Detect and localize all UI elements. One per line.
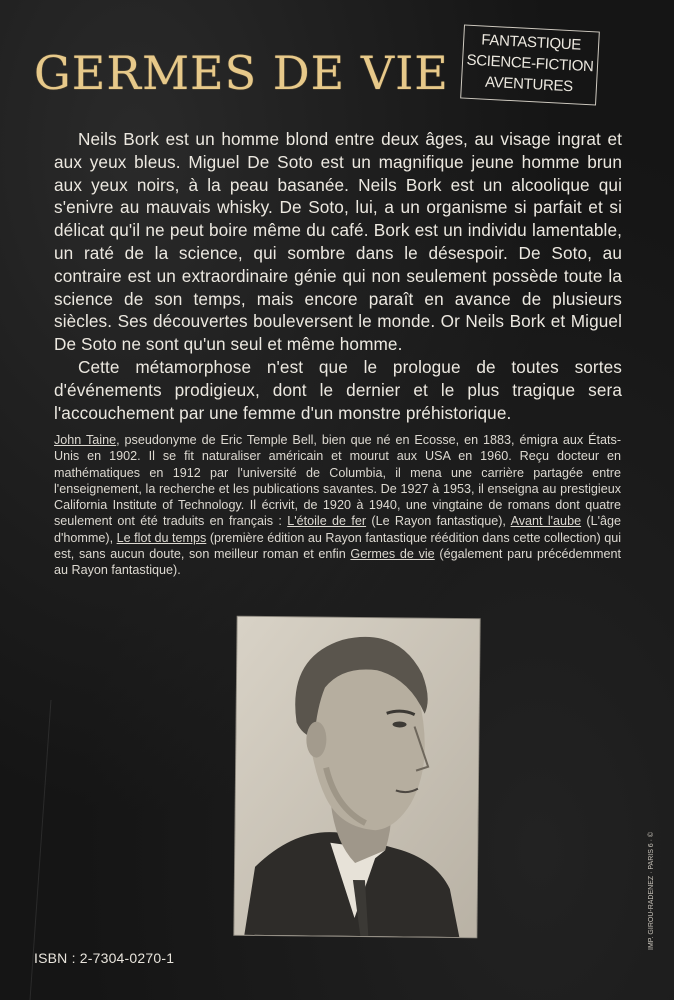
printer-imprint: IMP. GIROU-RADENEZ · PARIS 6 · © (648, 831, 655, 950)
isbn-label: ISBN : 2-7304-0270-1 (34, 950, 175, 966)
genre-label: AVENTURES (484, 73, 574, 96)
book-title-ref: Germes de vie (350, 547, 435, 562)
genre-label: FANTASTIQUE (480, 31, 582, 54)
author-portrait (234, 617, 479, 938)
bio-text: (Le Rayon fantastique), (366, 514, 511, 529)
book-title: GERMES DE VIE (34, 46, 449, 100)
book-title-ref: L'étoile de fer (287, 514, 367, 529)
bio-text: , pseudonyme de Eric Temple Bell, bien que né en Ecosse, en 1883, émigra aux États-Unis en 1902. Il se fit naturaliser américain et mourut aux USA en 1960. Reçu docteur en mathématiques en 1912 par l'université de Columbia, il mena une carrière partagée entre l'enseignement, la recherche et les publications savantes. De 1927 à 1953, il enseigna au prestigieux California Institute of Technology. Il écrivit, de 1920 à 1940, une vingtaine de romans dont quatre seulement ont été traduits en français : (54, 433, 622, 529)
genre-label: SCIENCE-FICTION (466, 51, 595, 76)
biography-paragraph (54, 432, 621, 579)
author-biography (54, 432, 621, 579)
book-title-ref: Avant l'aube (510, 514, 582, 529)
bio-text: (L'âge d'homme), (54, 514, 622, 545)
synopsis-paragraph: Neils Bork est un homme blond entre deux âges, au visage ingrat et aux yeux bleus. Miguel De Soto est un magnifique jeune homme brun aux yeux noirs, à la peau basanée. Neils Bork est un alcoolique qui s'enivre au mauvais whisky. De Soto, lui, a un organisme si parfait et si délicat qu'il ne peut boire même du café. Bork est un individu lamentable, un raté de la science, qui sombre dans le désespoir. De Soto, au contraire est un extraordinaire génie qui non seulement possède toute la science de son temps, mais encore paraît en avance de plusieurs siècles. Ses découvertes bouleversent le monde. Or Neils Bork et Miguel De Soto ne sont qu'un seul et même homme. (54, 129, 622, 355)
synopsis (54, 128, 622, 424)
synopsis-paragraph: Cette métamorphose n'est que le prologue de toutes sortes d'événements prodigieux, dont le dernier et le plus tragique sera l'accouchement par une femme d'un monstre préhistorique. (54, 356, 622, 423)
bio-text: (première édition au Rayon fantastique réédition dans cette collection) qui est, sans aucun doute, son meilleur roman et enfin (54, 530, 621, 562)
portrait-drawing (234, 617, 479, 938)
bio-text: (également paru précédemment au Rayon fantastique). (54, 547, 622, 578)
book-title-ref: Le flot du temps (116, 530, 207, 545)
genre-label-box (460, 24, 600, 105)
author-name: John Taine (54, 433, 117, 447)
